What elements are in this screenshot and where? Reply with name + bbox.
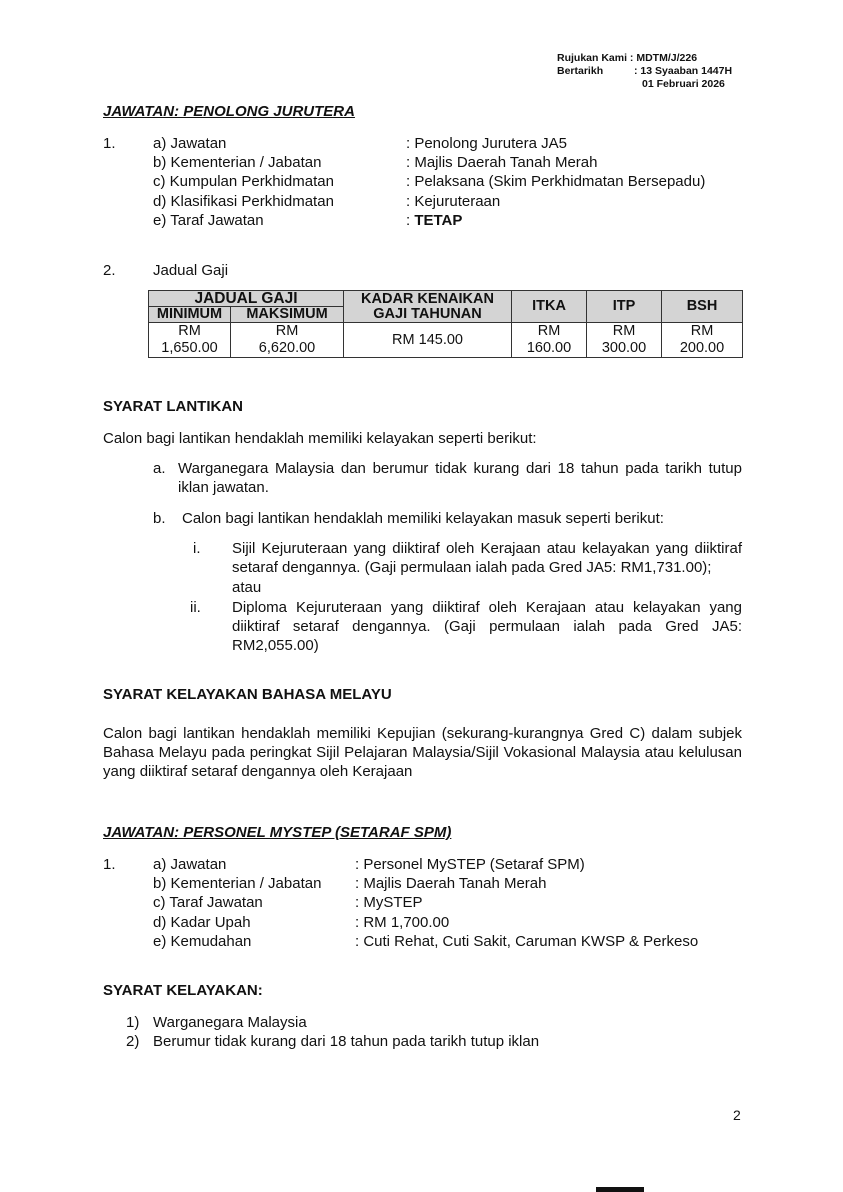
taraf-tetap: TETAP [414, 212, 463, 229]
section1-title: JAWATAN: PENOLONG JURUTERA [103, 103, 355, 120]
section1-item-number: 1. [103, 135, 116, 152]
cell-maksimum: RM 6,620.00 [231, 323, 344, 358]
syarat-i-tail: atau [232, 579, 262, 596]
cell-itka: RM 160.00 [512, 323, 587, 358]
s2-label-kementerian: b) Kementerian / Jabatan [153, 875, 322, 892]
s2-value-kementerian: : Majlis Daerah Tanah Merah [355, 875, 547, 892]
kelayakan-item-1-num: 1) [126, 1014, 140, 1031]
syarat-a-text: Warganegara Malaysia dan berumur tidak kurang dari 18 tahun pada tarikh tutup iklan jawatan. [178, 460, 742, 496]
th-itp: ITP [587, 291, 662, 323]
field-value-jawatan: : Penolong Jurutera JA5 [406, 135, 567, 152]
s2-value-taraf: : MySTEP [355, 894, 423, 911]
th-itka: ITKA [512, 291, 587, 323]
field-value-kementerian: : Majlis Daerah Tanah Merah [406, 154, 598, 171]
th-bsh: BSH [662, 291, 743, 323]
syarat-ii-text: Diploma Kejuruteraan yang diiktiraf oleh Kerajaan atau kelayakan yang diiktiraf setaraf dengannya. (Gaji permulaan ialah pada Gred JA5: RM2,055.00) [232, 599, 742, 654]
cell-kadar: RM 145.00 [344, 323, 512, 358]
s2-label-kemudahan: e) Kemudahan [153, 933, 252, 950]
s2-value-kemudahan: : Cuti Rehat, Cuti Sakit, Caruman KWSP & Perkeso [355, 933, 699, 950]
kelayakan-item-1-text: Warganegara Malaysia [153, 1014, 307, 1031]
th-minimum: MINIMUM [149, 307, 231, 323]
cell-itp: RM 300.00 [587, 323, 662, 358]
syarat-lantikan-intro: Calon bagi lantikan hendaklah memiliki kelayakan seperti berikut: [103, 430, 537, 447]
bahasa-melayu-title: SYARAT KELAYAKAN BAHASA MELAYU [103, 686, 392, 703]
th-kadar-kenaikan: KADAR KENAIKAN GAJI TAHUNAN [344, 291, 512, 323]
date-hijri: : 13 Syaaban 1447H [634, 65, 733, 77]
salary-title: Jadual Gaji [153, 262, 229, 279]
field-label-kementerian: b) Kementerian / Jabatan [153, 154, 322, 171]
page-number: 2 [733, 1107, 741, 1123]
s2-label-kadar-upah: d) Kadar Upah [153, 914, 251, 931]
bahasa-melayu-text: Calon bagi lantikan hendaklah memiliki Kepujian (sekurang-kurangnya Gred C) dalam subjek Bahasa Melayu pada peringkat Sijil Pelajaran Malaysia/Sijil Vokasional Malaysia atau kelulusan yang diiktiraf setaraf dengannya oleh Kerajaan [103, 725, 742, 780]
field-label-jawatan: a) Jawatan [153, 135, 227, 152]
syarat-b-marker: b. [153, 510, 166, 527]
kelayakan-item-2-num: 2) [126, 1033, 140, 1050]
field-value-taraf: : TETAP [406, 212, 463, 229]
th-maksimum: MAKSIMUM [231, 307, 344, 323]
syarat-i-marker: i. [193, 540, 201, 557]
field-label-klasifikasi: d) Klasifikasi Perkhidmatan [153, 193, 334, 210]
section2-title: JAWATAN: PERSONEL MYSTEP (SETARAF SPM) [103, 824, 452, 841]
field-label-taraf: e) Taraf Jawatan [153, 212, 264, 229]
s2-label-taraf: c) Taraf Jawatan [153, 894, 263, 911]
th-jadual-gaji: JADUAL GAJI [149, 291, 344, 307]
syarat-lantikan-title: SYARAT LANTIKAN [103, 398, 244, 415]
s2-value-kadar-upah: : RM 1,700.00 [355, 914, 450, 931]
cell-bsh: RM 200.00 [662, 323, 743, 358]
kelayakan-item-2-text: Berumur tidak kurang dari 18 tahun pada tarikh tutup iklan [153, 1033, 540, 1050]
cell-minimum: RM 1,650.00 [149, 323, 231, 358]
field-value-klasifikasi: : Kejuruteraan [406, 193, 501, 210]
reference-number: Rujukan Kami : MDTM/J/226 [557, 52, 698, 64]
section2-item-number: 1. [103, 856, 116, 873]
salary-item-number: 2. [103, 262, 116, 279]
salary-table [148, 290, 743, 358]
date-label: Bertarikh [557, 65, 604, 77]
s2-value-jawatan: : Personel MySTEP (Setaraf SPM) [355, 856, 585, 873]
syarat-ii-marker: ii. [190, 599, 201, 616]
s2-label-jawatan: a) Jawatan [153, 856, 227, 873]
syarat-kelayakan-title: SYARAT KELAYAKAN: [103, 982, 263, 999]
date-gregorian: 01 Februari 2026 [642, 78, 725, 90]
syarat-a-marker: a. [153, 460, 166, 477]
syarat-i-text: Sijil Kejuruteraan yang diiktiraf oleh Kerajaan atau kelayakan yang diiktiraf setaraf dengannya. (Gaji permulaan ialah pada Gred JA5: RM1,731.00); [232, 540, 742, 576]
field-value-kumpulan: : Pelaksana (Skim Perkhidmatan Bersepadu) [406, 173, 706, 190]
syarat-b-text: Calon bagi lantikan hendaklah memiliki kelayakan masuk seperti berikut: [182, 510, 664, 527]
field-label-kumpulan: c) Kumpulan Perkhidmatan [153, 173, 334, 190]
page-edge-bar [596, 1187, 644, 1192]
